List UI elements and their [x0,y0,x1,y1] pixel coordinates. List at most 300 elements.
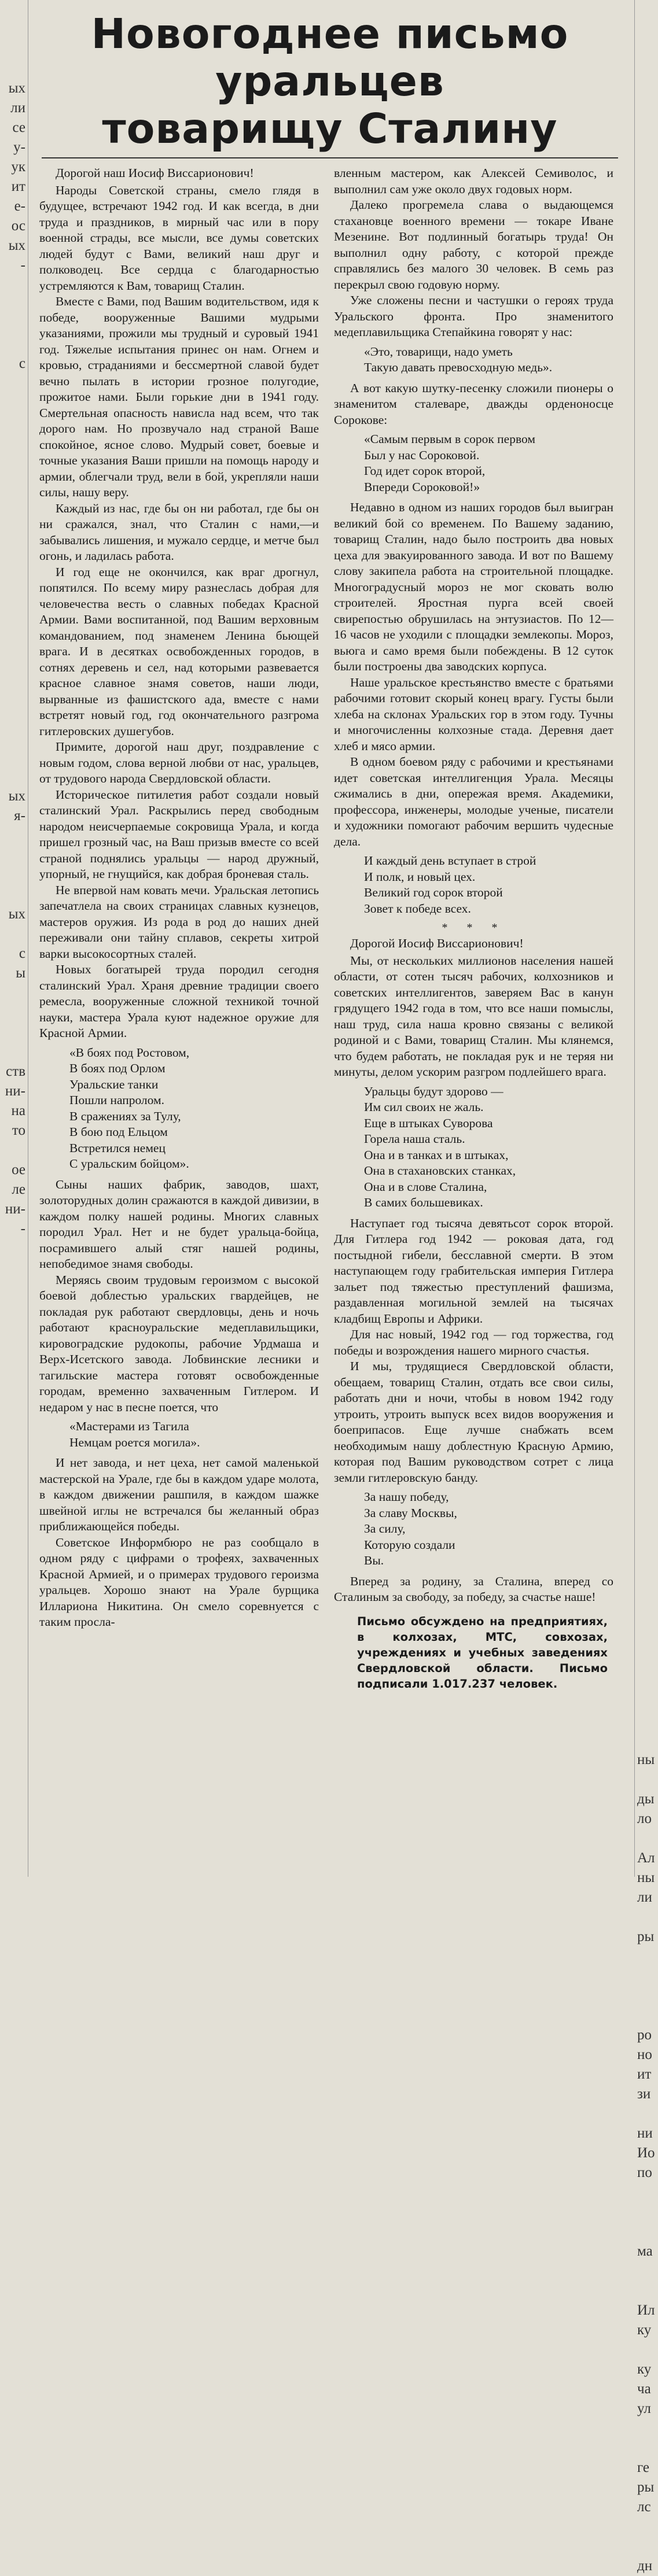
edge-text-fragment [0,1927,28,1947]
edge-text-fragment: ли [10,100,25,116]
edge-text-fragment [635,1357,658,1376]
edge-text-fragment [635,2340,658,2360]
poem-line: Уральцы будут здорово — [364,1084,503,1098]
edge-text-fragment [0,393,28,413]
edge-text-fragment [0,728,28,747]
edge-text-fragment [0,1868,28,1888]
edge-text-fragment: ку [637,2361,652,2377]
edge-text-fragment [635,1652,658,1671]
edge-text-fragment [0,315,28,334]
headline-line-1: Новогоднее письмо уральцев [91,10,569,105]
edge-text-fragment [0,570,28,590]
poem-line: Им сил своих не жаль. [364,1100,484,1114]
edge-text-fragment [635,570,658,590]
poem-line: «Самым первым в сорок первом [364,432,535,446]
edge-text-fragment: ро [637,2027,652,2043]
edge-text-fragment [0,1534,28,1553]
edge-text-fragment [0,1357,28,1376]
edge-text-fragment [635,98,658,118]
edge-text-fragment [635,944,658,964]
edge-text-fragment [0,846,28,865]
edge-text-fragment: Ал [637,1850,655,1866]
edge-text-fragment: се [12,120,25,135]
paragraph: Для нас новый, 1942 год — год торжества, год победы и возрождения нашего мирного счастья. [334,1327,613,1357]
poem-line: Встретился немец [69,1141,166,1155]
poem-line: Такую давать превосходную медь». [364,360,553,374]
poem-line: Зовет к победе всех. [364,901,471,916]
edge-text-fragment [635,2517,658,2537]
edge-text-fragment [0,1848,28,1868]
edge-text-fragment [635,20,658,39]
edge-text-fragment [0,1593,28,1612]
edge-text-fragment [0,1298,28,1317]
edge-text-fragment [635,1711,658,1730]
edge-text-fragment [635,1101,658,1121]
edge-text-fragment [635,1907,658,1927]
edge-text-fragment: ук [11,159,25,175]
edge-text-fragment [635,1200,658,1219]
edge-text-fragment [635,0,658,20]
edge-text-fragment [635,39,658,59]
edge-text-fragment [0,531,28,551]
edge-text-fragment [0,1337,28,1357]
edge-text-fragment [635,905,658,924]
edge-text-fragment: ни- [5,1083,25,1099]
edge-text-fragment [635,118,658,138]
poem-line: Горела наша сталь. [364,1132,465,1146]
edge-text-fragment [635,197,658,216]
edge-text-fragment [0,1514,28,1534]
edge-text-fragment [635,2183,658,2202]
paragraph: Новых богатырей труда породил сегодня сталинский Урал. Храня древние традиции своего ремесла, вооруженные сложной техникой точной науки, мастера Урала куют надежное оружие для Красной Армии. [39,962,319,1040]
paragraph: Примите, дорогой наш друг, поздравление с новым годом, слова верной любви от нас, уральцев, от трудового народа Свердловской области. [39,740,319,785]
poem-line: Еще в штыках Суворова [364,1116,493,1130]
edge-text-fragment [635,1003,658,1023]
edge-text-fragment [0,1809,28,1829]
edge-text-fragment [0,1042,28,1062]
paragraph: Не впервой нам ковать мечи. Уральская летопись запечатлела на своих страницах славных кузнецов, мастеров оружия. Из рода в род до наших дней переживали они тайну сплавов, секреты хитрой варки высокосортных сталей. [39,883,319,961]
edge-text-fragment: ое [12,1162,25,1178]
edge-text-fragment [0,767,28,787]
poem-line: Уральские танки [69,1077,159,1091]
poem-line: В бою под Ельцом [69,1125,168,1139]
edge-text-fragment [635,1986,658,2006]
edge-text-fragment [635,2261,658,2281]
edge-text-fragment [0,865,28,885]
edge-text-fragment [635,1534,658,1553]
poem-line: «В боях под Ростовом, [69,1045,190,1060]
edge-text-fragment [0,1750,28,1770]
edge-text-fragment [635,649,658,669]
edge-text-fragment [635,747,658,767]
edge-text-fragment [0,1789,28,1809]
paragraph: Далеко прогремела слава о выдающемся стахановце военного времени — токаре Иване Мезенине. Вот подлинный богатырь труда! Он выполнил одну работу, с которой прежде справлялись без малого 30 человек. В семь раз перекрыл свою годовую норму. [334,198,613,291]
edge-text-fragment [635,256,658,275]
edge-text-fragment [635,924,658,944]
edge-text-fragment [0,1141,28,1160]
edge-text-fragment [0,1475,28,1494]
edge-text-fragment [0,1023,28,1042]
edge-text-fragment [0,1003,28,1023]
edge-text-fragment [635,1632,658,1652]
edge-text-fragment [0,708,28,728]
edge-text-fragment: на [11,1103,25,1119]
edge-text-fragment: ит [11,179,25,194]
edge-text-fragment: с [19,356,25,371]
edge-text-fragment: ло [637,1811,652,1826]
headline-rule [42,157,618,158]
edge-text-fragment: зи [637,2086,651,2102]
edge-text-fragment [0,1573,28,1593]
edge-text-fragment [635,138,658,157]
poem-stanza [364,853,613,917]
edge-text-fragment: то [12,1123,25,1138]
edge-text-fragment [0,1652,28,1671]
edge-text-fragment [635,767,658,787]
edge-text-fragment [0,983,28,1003]
edge-text-fragment: е- [14,198,25,214]
poem-stanza [364,431,613,495]
edge-text-fragment [635,787,658,806]
edge-text-fragment [635,846,658,865]
right-page-edge-column [634,0,658,2574]
article-column-1 [39,165,319,1692]
edge-text-fragment [635,629,658,649]
poem-stanza [364,1489,613,1569]
poem-line: Был у нас Сороковой. [364,448,480,462]
edge-text-fragment [0,826,28,846]
edge-text-fragment: ма [637,2243,653,2259]
edge-text-fragment [635,1376,658,1396]
edge-text-fragment [635,865,658,885]
edge-text-fragment [635,1180,658,1200]
edge-text-fragment [635,177,658,197]
edge-text-fragment: ит [637,2066,652,2082]
edge-text-fragment [0,511,28,531]
edge-text-fragment [635,1062,658,1082]
paragraph: Советское Информбюро не раз сообщало в одном ряду с цифрами о трофеях, захваченных Красной Армией, и о примерах трудового героизма уральцев. Хорошо знают на Урале бурщика Иллариона Никитина. Он смело соревнуется с таким просла- [39,1535,319,1629]
edge-text-fragment [635,1298,658,1317]
edge-text-fragment [635,1337,658,1357]
edge-text-fragment [635,374,658,393]
edge-text-fragment [635,1770,658,1789]
edge-text-fragment [0,59,28,79]
edge-text-fragment [635,216,658,236]
salutation: Дорогой Иосиф Виссарионович! [350,936,524,950]
paragraph: Сыны наших фабрик, заводов, шахт, золоторудных долин сражаются в каждой дивизии, в каждом полку нашей родины. Многих славных породил Урал. Нет и не будет уральца-бойца, посрамившего алый стяг нашей родины, непобедимое знамя свободы. [39,1177,319,1271]
edge-text-fragment: ны [637,1752,655,1767]
edge-text-fragment [0,551,28,570]
edge-text-fragment: ул [637,2401,651,2416]
edge-text-fragment [635,1829,658,1848]
poem-line: За нашу победу, [364,1490,449,1504]
edge-text-fragment [635,1553,658,1573]
edge-text-fragment [635,1947,658,1966]
poem-line: Она в стахановских станках, [364,1164,516,1178]
edge-text-fragment [635,531,658,551]
edge-text-fragment [635,334,658,354]
edge-text-fragment [635,2438,658,2458]
edge-text-fragment [0,1671,28,1691]
left-page-edge-column [0,0,28,1877]
edge-text-fragment: ды [637,1791,655,1807]
edge-text-fragment [635,452,658,472]
edge-text-fragment [635,1416,658,1435]
edge-text-fragment [0,1376,28,1396]
edge-text-fragment: ых [8,238,25,253]
paragraph: Наступает год тысяча девятьсот сорок второй. Для Гитлера год 1942 — роковая дата, год постыдной гибели, бесславной смерти. В этом наступающем году грабительская империя Гитлера зальет под тяжестью преступлений фашизма, раздавленная могильной землей на тысячах кладбищ Европы и Африки. [334,1216,613,1326]
edge-text-fragment [635,1082,658,1101]
edge-text-fragment [635,1396,658,1416]
edge-text-fragment [0,2025,28,2045]
edge-text-fragment [0,610,28,629]
poem-stanza [69,1419,319,1451]
edge-text-fragment: ку [637,2322,652,2338]
edge-text-fragment [0,1435,28,1455]
edge-text-fragment: ос [11,218,25,234]
edge-text-fragment [635,79,658,98]
edge-text-fragment [0,885,28,905]
edge-text-fragment [635,1160,658,1180]
edge-text-fragment [0,1966,28,1986]
edge-text-fragment [635,1121,658,1141]
edge-text-fragment [635,1475,658,1494]
edge-text-fragment: по [637,2165,652,2180]
edge-text-fragment: ы [16,965,25,981]
edge-text-fragment [635,1671,658,1691]
edge-text-fragment [635,1494,658,1514]
edge-text-fragment [635,157,658,177]
article-column-2 [334,165,613,1692]
edge-text-fragment [0,2084,28,2104]
edge-text-fragment: ых [8,906,25,922]
edge-text-fragment [0,452,28,472]
paragraph: Меряясь своим трудовым героизмом с высокой боевой доблестью уральских гвардейцев, не покладая рук работают свердловцы, день и ночь работают красноуральские медеплавильщики, кировоградские рудокопы, рабочие Урдмаша и Верх-Исетского завода. Лобвинские лесники и тагильские мастера готовят освобожденные городам, временно захваченным Гитлером. И недаром у нас в песне поется, что [39,1272,319,1414]
edge-text-fragment [635,275,658,295]
poem-line: Год идет сорок второй, [364,464,486,478]
edge-text-fragment: но [637,2047,652,2062]
edge-text-fragment [0,1494,28,1514]
poem-stanza [69,1045,319,1172]
edge-text-fragment [0,295,28,315]
edge-text-fragment [0,669,28,688]
edge-text-fragment [635,1730,658,1750]
edge-text-fragment: лс [637,2499,651,2515]
edge-text-fragment [0,1730,28,1750]
edge-text-fragment [635,1966,658,1986]
poem-line: Впереди Сороковой!» [364,479,480,494]
poem-line: В сражениях за Тулу, [69,1109,181,1123]
edge-text-fragment [635,1259,658,1278]
edge-text-fragment [635,2537,658,2556]
paragraph: Недавно в одном из наших городов был выигран великий бой со временем. По Вашему заданию, товарищ Сталин, надо было построить два новых цеха для эвакуированного завода. И вот по Вашему слову закипела работа на строительной площадке. Многоградусный мороз не мог сковать волю строителей. Яростная пурга всей своей свирепостью обрушилась на энтузиастов. По 12—16 часов не уходили с площадки землекопы. Мороз, вьюга и само время были побеждены. В 12 суток были построены два заводских корпуса. [334,500,613,673]
paragraph: И нет завода, и нет цеха, нет самой маленькой мастерской на Урале, где бы в каждом ударе молота, в каждом движении рашпиля, в каждом шажке швейной иглы не встречался бы желанный образ приближающейся победы. [39,1456,319,1533]
edge-text-fragment [0,1770,28,1789]
paragraph: Историческое питилетия работ создали новый сталинский Урал. Раскрылись перед свободным народом неисчерпаемые сокровища Урала, и когда пришел грозный час, на Ваш призыв вместе со всей страной поднялись уральцы — народ дружный, упорный, не гнущийся, как добрая броневая сталь. [39,787,319,881]
poem-line: В самих большевиках. [364,1195,483,1209]
edge-text-fragment [0,649,28,669]
edge-text-fragment [635,826,658,846]
edge-text-fragment [0,1553,28,1573]
edge-text-fragment [0,1416,28,1435]
edge-text-fragment [0,629,28,649]
edge-text-fragment [635,885,658,905]
edge-text-fragment [0,433,28,452]
edge-text-fragment [0,0,28,20]
edge-text-fragment [0,1632,28,1652]
poem-line: «Мастерами из Тагила [69,1419,189,1433]
edge-text-fragment [635,983,658,1003]
edge-text-fragment [635,1691,658,1711]
poem-line: «Это, товарищи, надо уметь [364,344,513,359]
edge-text-fragment [635,1042,658,1062]
headline-line-2: товарищу Сталину [102,105,558,153]
paragraph: Вместе с Вами, под Вашим водительством, идя к победе, вооруженные Вашими мудрыми указаниями, прожили мы трудный и суровый 1941 год. Тяжелые испытания принес он нам. Огнем и кровью, страданиями и бессмертной славой будет вечно пылать в истории грозное полугодие, прожитое нами. Были горькие дни в 1941 году. Смертельная опасность нависла над всем, что так дорого нам. Но прозвучало над страной Ваше спокойное, ясное слово. Мудрый совет, боевые и точные указания Ваши пришли на помощь народу и армии, облегчали труд, вели в бой, укрепляли наши силы, нашу веру. [39,294,319,499]
edge-text-fragment [0,1907,28,1927]
poem-line: И каждый день вступает в строй [364,854,536,868]
edge-text-fragment [0,374,28,393]
newspaper-article [36,0,624,1877]
edge-text-fragment: ни- [5,1201,25,1217]
edge-text-fragment [0,1612,28,1632]
edge-text-fragment [0,1259,28,1278]
edge-text-fragment: дн [637,2558,653,2574]
edge-text-fragment: ча [637,2381,651,2397]
edge-text-fragment: ств [6,1064,25,1079]
edge-text-fragment: - [20,257,25,273]
edge-text-fragment: ны [637,1870,655,1885]
edge-text-fragment [635,511,658,531]
edge-text-fragment [0,2045,28,2065]
article-body [36,165,624,1692]
paragraph: А вот какую шутку-песенку сложили пионеры о знаменитом сталеваре, дважды орденоносце Сорокове: [334,381,613,427]
poem-stanza [364,344,613,376]
poem-line: С уральским бойцом». [69,1157,189,1171]
edge-text-fragment [0,39,28,59]
edge-text-fragment [635,492,658,511]
edge-text-fragment [0,1947,28,1966]
paragraph: И мы, трудящиеся Свердловской области, обещаем, товарищ Сталин, отдать все свои силы, работать дни и ночи, чтобы в новом 1942 году утроить, утроить выпуск всех видов вооружения и боеприпасов. Еще лучше снабжать всем необходимым нашу доблестную Красную Армию, которая под Вашим руководством сотрет с лица земли гитлеровскую банду. [334,1359,613,1485]
signature-note: Письмо обсуждено на предприятиях, в колхозах, МТС, совхозах, учреждениях и учебных заведениях Свердловской области. Письмо подписали 1.017.237 человек. [357,1614,608,1691]
section-separator: * * * [442,921,506,934]
edge-text-fragment [0,688,28,708]
paragraph: И год еще не окончился, как враг дрогнул, попятился. По всему миру разнеслась добрая для человечества весть о славных победах Красной Армии. Вами воспитанной, под Вашим верховным командованием, под знаменем Ленина бьющей врага. И в десятках освобожденных городов, в сотнях деревень и сел, над которыми развевается красное славное знамя советов, наши люди, вырванные из фашистского ада, вместе с нами встретят новый год, год окончательного разгрома гитлеровских душегубов. [39,564,319,738]
edge-text-fragment [635,964,658,983]
edge-text-fragment [0,747,28,767]
edge-text-fragment [635,1514,658,1534]
edge-text-fragment [635,1573,658,1593]
poem-line: Великий год сорок второй [364,885,503,899]
poem-line: За силу, [364,1522,406,1536]
edge-text-fragment [635,1317,658,1337]
poem-line: Она и в танках и в штыках, [364,1147,509,1162]
poem-line: Вы. [364,1553,384,1567]
edge-text-fragment: у- [13,139,25,155]
edge-text-fragment [635,669,658,688]
edge-text-fragment [0,1278,28,1298]
edge-text-fragment: ых [8,80,25,96]
paragraph: Народы Советской страны, смело глядя в будущее, встречают 1942 год. И как всегда, в дни труда и праздников, в мирный час или в пору военной страды, все мысли, все думы советских людей будут с Вами, великий наш друг и полководец. Все сердца с благодарностью устремляются к Вам, товарищ Сталин. [39,183,319,293]
edge-text-fragment [635,472,658,492]
edge-text-fragment: ге [637,2460,650,2475]
edge-text-fragment [0,413,28,433]
edge-text-fragment [635,59,658,79]
poem-line: Пошли напролом. [69,1093,164,1107]
edge-text-fragment [0,1317,28,1337]
edge-text-fragment [635,590,658,610]
edge-text-fragment [635,1435,658,1455]
edge-text-fragment [635,1278,658,1298]
edge-text-fragment [635,393,658,413]
edge-text-fragment: ни [637,2125,653,2141]
edge-text-fragment [635,2202,658,2222]
edge-text-fragment: ры [637,1929,655,1944]
edge-text-fragment [0,1829,28,1848]
paragraph: Каждый из нас, где бы он ни работал, где бы он ни сражался, знал, что Сталин с нами,—и забывались лишения, и мужало сердце, и метче был огонь, и ладилась работа. [39,501,319,563]
poem-stanza [364,1084,613,1211]
edge-text-fragment [0,1986,28,2006]
salutation: Дорогой наш Иосиф Виссарионович! [56,166,254,180]
paragraph: Наше уральское крестьянство вместе с братьями рабочими готовит скорый конец врагу. Густы были хлеба на склонах Уральских гор в этом году. Тучны и многочисленны колхозные стада. Деревня дает хлеб и мясо армии. [334,675,613,753]
edge-text-fragment [0,924,28,944]
poem-line: В боях под Орлом [69,1061,166,1075]
edge-text-fragment [0,1455,28,1475]
paragraph: В одном боевом ряду с рабочими и крестьянами идет советская интеллигенция Урала. Месяцы сжимались в дни, опережая время. Академики, профессора, инженеры, молодые ученые, писатели и художники помогают рабочим вершить чудесные дела. [334,755,613,848]
edge-text-fragment [635,1023,658,1042]
edge-text-fragment [635,1141,658,1160]
edge-text-fragment: Ил [637,2302,655,2318]
edge-text-fragment [635,806,658,826]
edge-text-fragment [0,590,28,610]
edge-text-fragment [635,2006,658,2025]
edge-text-fragment [635,236,658,256]
edge-text-fragment: Ио [637,2145,655,2161]
edge-text-fragment [635,1455,658,1475]
poem-line: Немцам роется могила». [69,1435,200,1449]
edge-text-fragment [0,1711,28,1730]
edge-text-fragment [0,1888,28,1907]
edge-text-fragment [635,2222,658,2242]
paragraph: вленным мастером, как Алексей Семиволос, и выполнил сам уже около двух годовых норм. [334,166,613,196]
edge-text-fragment: ли [637,1889,652,1905]
edge-text-fragment [635,433,658,452]
poem-line: Она и в слове Сталина, [364,1179,487,1194]
edge-text-fragment: - [20,1221,25,1237]
edge-text-fragment [0,472,28,492]
edge-text-fragment [635,1239,658,1259]
edge-text-fragment [635,610,658,629]
edge-text-fragment [635,1612,658,1632]
edge-text-fragment [635,708,658,728]
edge-text-fragment: ры [637,2479,655,2495]
edge-text-fragment [635,413,658,433]
edge-text-fragment [0,2065,28,2084]
edge-text-fragment: ле [12,1182,25,1197]
edge-text-fragment [0,1239,28,1259]
edge-text-fragment: ых [8,788,25,804]
edge-text-fragment [635,354,658,374]
edge-text-fragment [0,334,28,354]
edge-text-fragment [635,315,658,334]
edge-text-fragment [635,2281,658,2301]
poem-line: Которую создали [364,1537,455,1552]
poem-line: За славу Москвы, [364,1505,457,1520]
edge-text-fragment [0,20,28,39]
edge-text-fragment [635,2104,658,2124]
edge-text-fragment [635,688,658,708]
edge-text-fragment [0,1396,28,1416]
edge-text-fragment [0,2006,28,2025]
